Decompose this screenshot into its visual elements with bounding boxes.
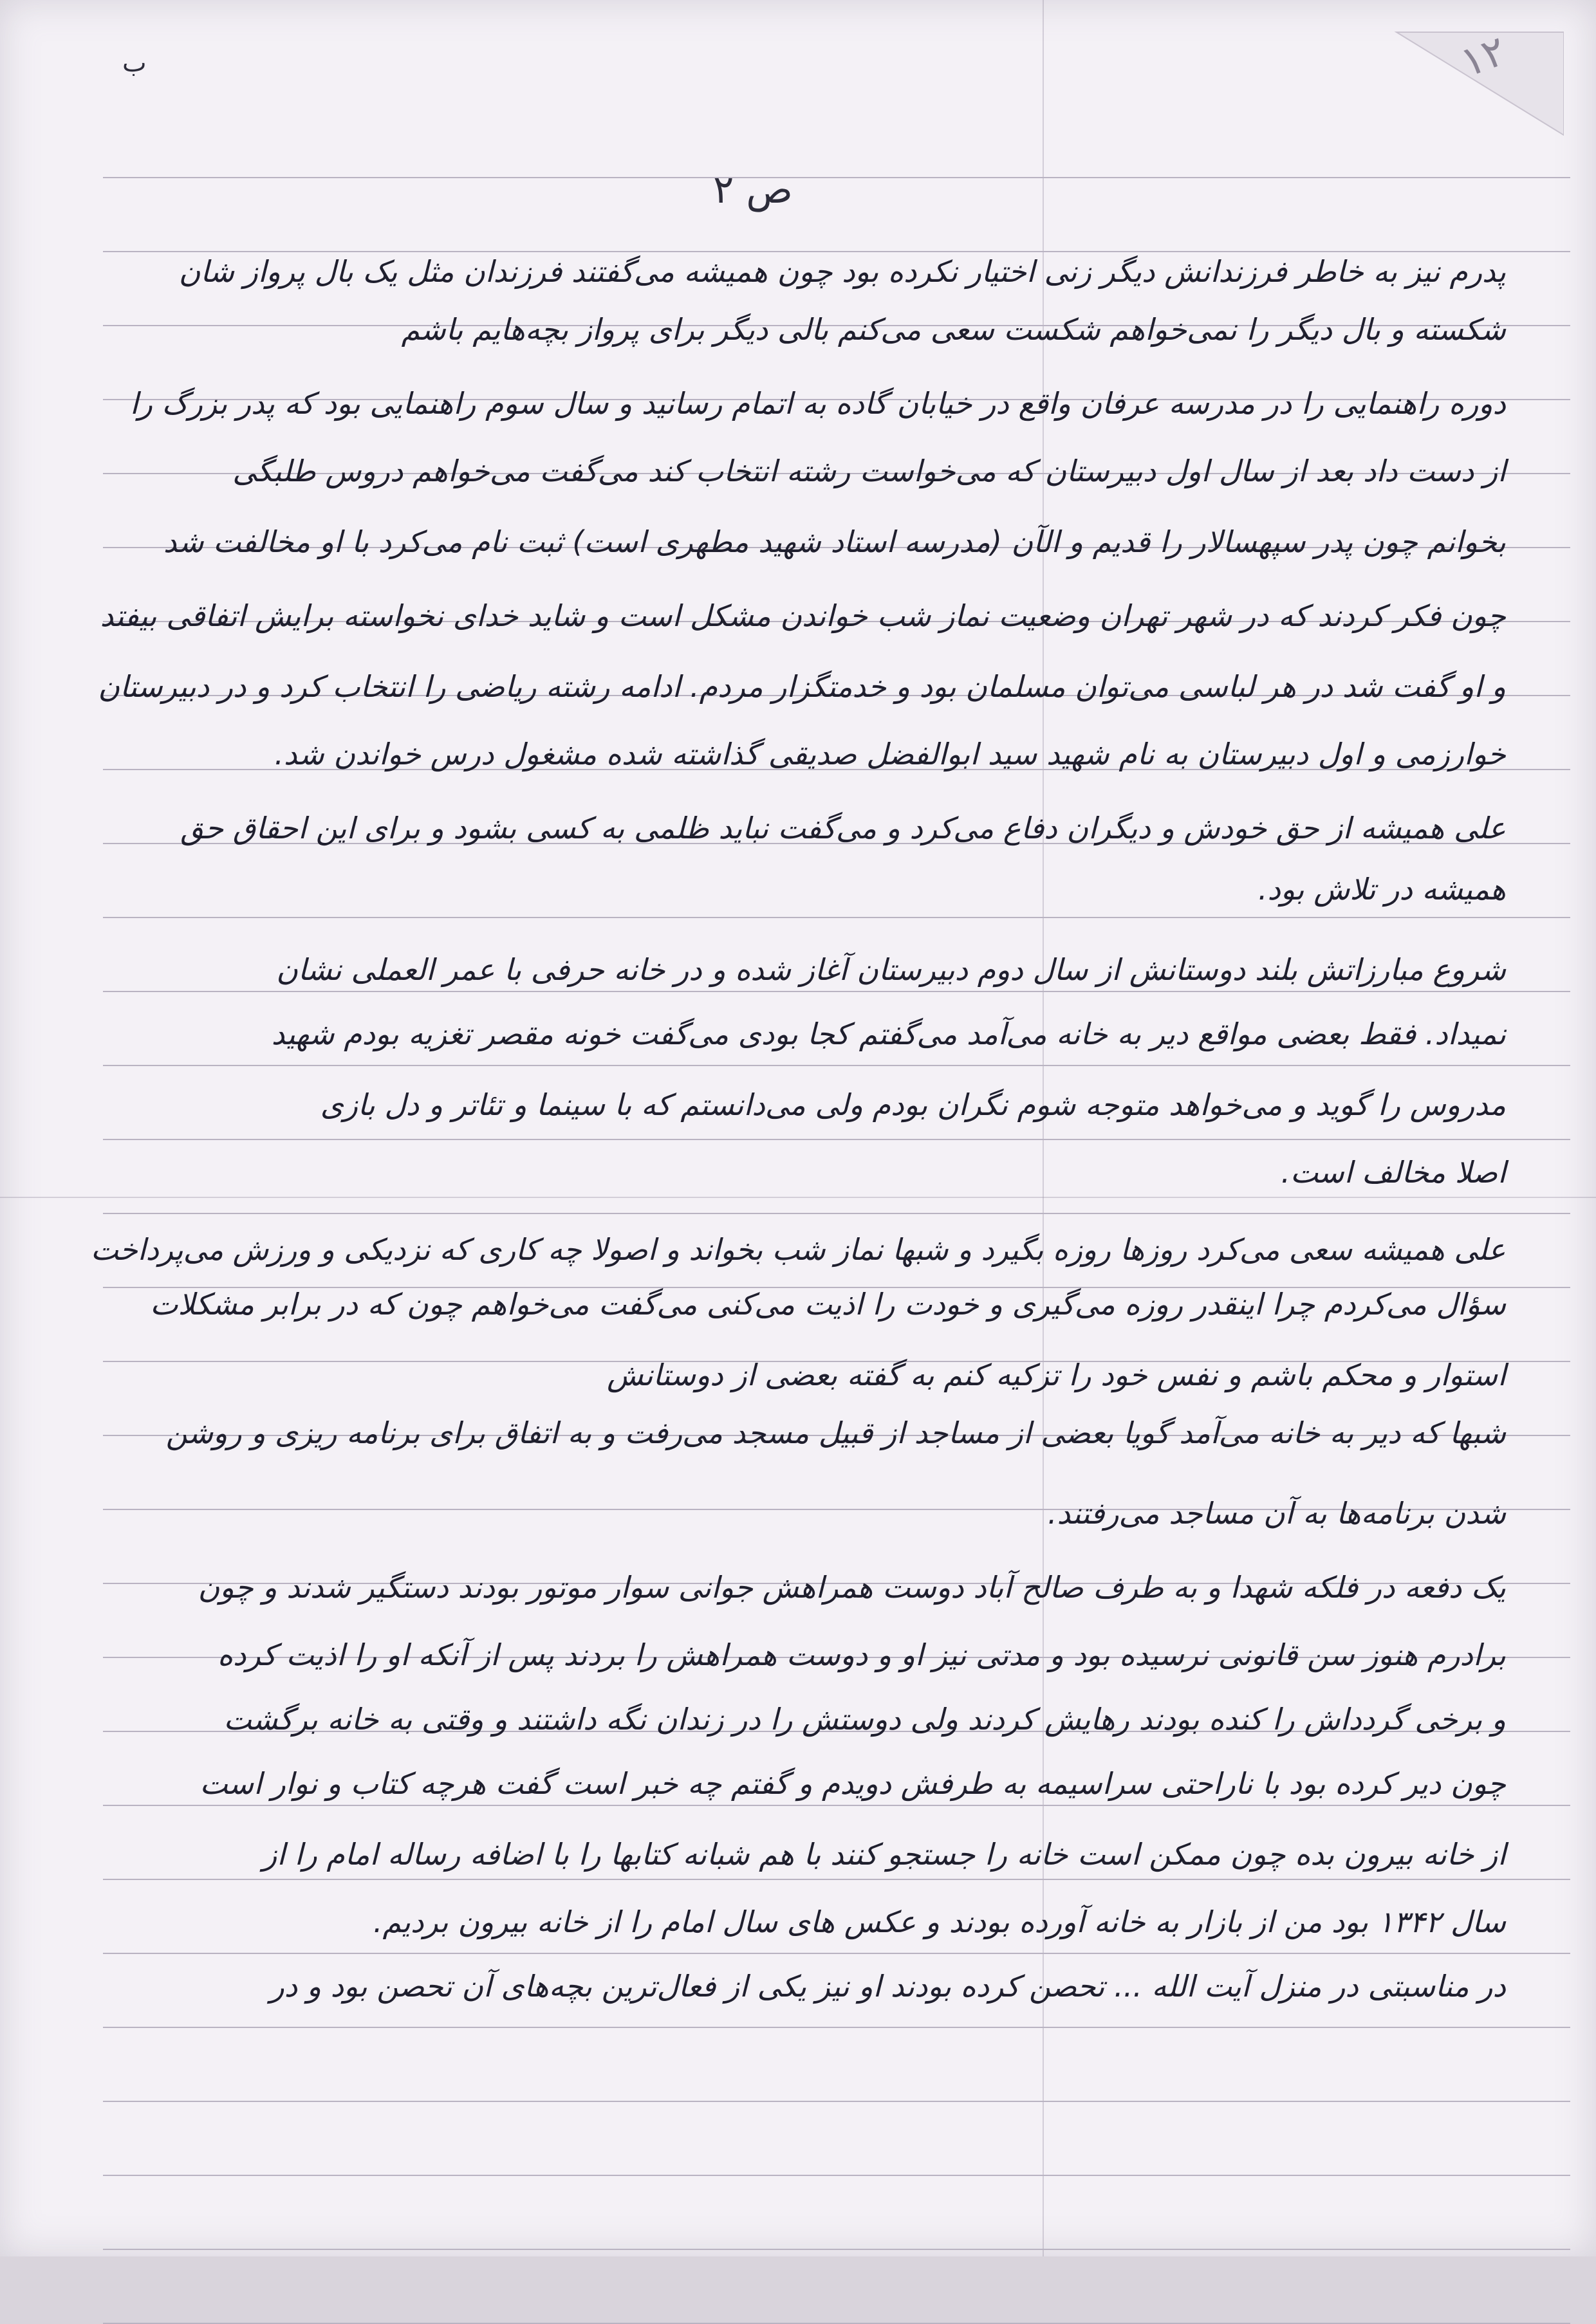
ruled-line [103,1139,1570,1140]
handwritten-line: سؤال می‌کردم چرا اینقدر روزه می‌گیری و خودت را اذیت می‌کنی می‌گفت می‌خواهم چون که در برابر مشکلات [150,1287,1506,1322]
handwritten-line: استوار و محکم باشم و نفس خود را تزکیه کنم به گفته بعضی از دوستانش [607,1358,1506,1392]
ruled-line [103,1953,1570,1954]
handwritten-line: چون فکر کردند که در شهر تهران وضعیت نماز شب خواندن مشکل است و شاید خدای نخواسته برایش اتفاقی بیفتد [100,598,1506,633]
handwritten-line: علی همیشه از حق خودش و دیگران دفاع می‌کرد و می‌گفت نباید ظلمی به کسی بشود و برای این احقاق حق [180,811,1506,845]
handwritten-line: شدن برنامه‌ها به آن مساجد می‌رفتند. [1047,1496,1506,1531]
ruled-line [103,251,1570,252]
corner-stamp-text: ۱۲ [1454,26,1513,88]
handwritten-line: و او گفت شد در هر لباسی می‌توان مسلمان بود و خدمتگزار مردم. ادامه رشته ریاضی را انتخاب کرد و در دبیرستان [98,669,1506,704]
handwritten-line: در مناسبتی در منزل آیت الله ... تحصن کرده بودند او نیز یکی از فعال‌ترین بچه‌های آن تحصن بود و در [270,1969,1506,2004]
handwritten-line: شبها که دیر به خانه می‌آمد گویا بعضی از مساجد از قبیل مسجد می‌رفت و به اتفاق برای برنامه ریزی و روشن [165,1416,1506,1450]
ruled-line [103,1879,1570,1880]
page-number-mark: ص ۲ [713,167,793,212]
handwritten-line: شروع مبارزاتش بلند دوستانش از سال دوم دبیرستان آغاز شده و در خانه حرفی با عمر العملی نشان [276,952,1506,987]
ruled-line [103,2175,1570,2176]
ruled-line [103,1805,1570,1806]
handwritten-line: همیشه در تلاش بود. [1257,872,1506,907]
top-left-mark: ب [122,48,147,78]
handwritten-line: اصلا مخالف است. [1281,1155,1506,1190]
handwritten-line: و برخی گردداش را کنده بودند رهایش کردند ولی دوستش را در زندان نگه داشتند و وقتی به خانه برگشت [223,1702,1506,1737]
handwritten-line: یک دفعه در فلکه شهدا و به طرف صالح آباد دوست همراهش جوانی سوار موتور بودند دستگیر شدند و چون [198,1570,1506,1605]
ruled-line [103,2101,1570,2102]
handwritten-line: پدرم نیز به خاطر فرزندانش دیگر زنی اختیار نکرده بود چون همیشه می‌گفتند فرزندان مثل یک بال پرواز شان [178,254,1506,289]
handwritten-line: شکسته و بال دیگر را نمی‌خواهم شکست سعی می‌کنم بالی دیگر برای پرواز بچه‌هایم باشم [401,312,1506,347]
handwritten-line: از خانه بیرون بده چون ممکن است خانه را جستجو کنند با هم شبانه کتابها را با اضافه رساله امام را از [263,1837,1506,1872]
handwritten-line: مدروس را گوید و می‌خواهد متوجه شوم نگران بودم ولی می‌دانستم که با سینما و تئاتر و دل بازی [320,1087,1506,1122]
ruled-line [103,2027,1570,2028]
handwritten-line: نمیداد. فقط بعضی مواقع دیر به خانه می‌آمد می‌گفتم کجا بودی می‌گفت خونه مقصر تغزیه بودم شهید [271,1017,1506,1051]
handwritten-line: علی همیشه سعی می‌کرد روزها روزه بگیرد و شبها نماز شب بخواند و اصولا چه کاری که نزدیکی و ورزش می‌پرداخت [91,1232,1506,1267]
corner-stamp [1371,26,1564,142]
handwritten-line: چون دیر کرده بود با ناراحتی سراسیمه به طرفش دویدم و گفتم چه خبر است گفت هرچه کتاب و نوار است [200,1766,1506,1801]
paper-fold-horizontal [0,1197,1596,1198]
handwritten-line: سال ۱۳۴۲ بود من از بازار به خانه آورده بودند و عکس های سال امام را از خانه بیرون بردیم. [373,1904,1506,1939]
ruled-line [103,1065,1570,1066]
handwritten-line: برادرم هنوز سن قانونی نرسیده بود و مدتی نیز او و دوست همراهش را بردند پس از آنکه او را اذیت کرده [217,1637,1506,1672]
ruled-line [103,991,1570,992]
handwritten-line: خوارزمی و اول دبیرستان به نام شهید سید ابوالفضل صدیقی گذاشته شده مشغول درس خواندن شد. [274,737,1506,771]
handwritten-line: بخوانم چون پدر سپهسالار را قدیم و الآن (مدرسه استاد شهید مطهری است) ثبت نام می‌کرد با او مخالفت شد [163,524,1506,559]
ruled-line [103,177,1570,178]
ruled-line [103,917,1570,918]
ruled-line [103,1213,1570,1214]
ruled-line [103,2249,1570,2250]
handwritten-line: دوره راهنمایی را در مدرسه عرفان واقع در خیابان گاده به اتمام رسانید و سال سوم راهنمایی بود که پدر بزرگ را [129,386,1506,421]
handwritten-line: از دست داد بعد از سال اول دبیرستان که می‌خواست رشته انتخاب کند می‌گفت می‌خواهم دروس طلبگی [232,454,1506,488]
